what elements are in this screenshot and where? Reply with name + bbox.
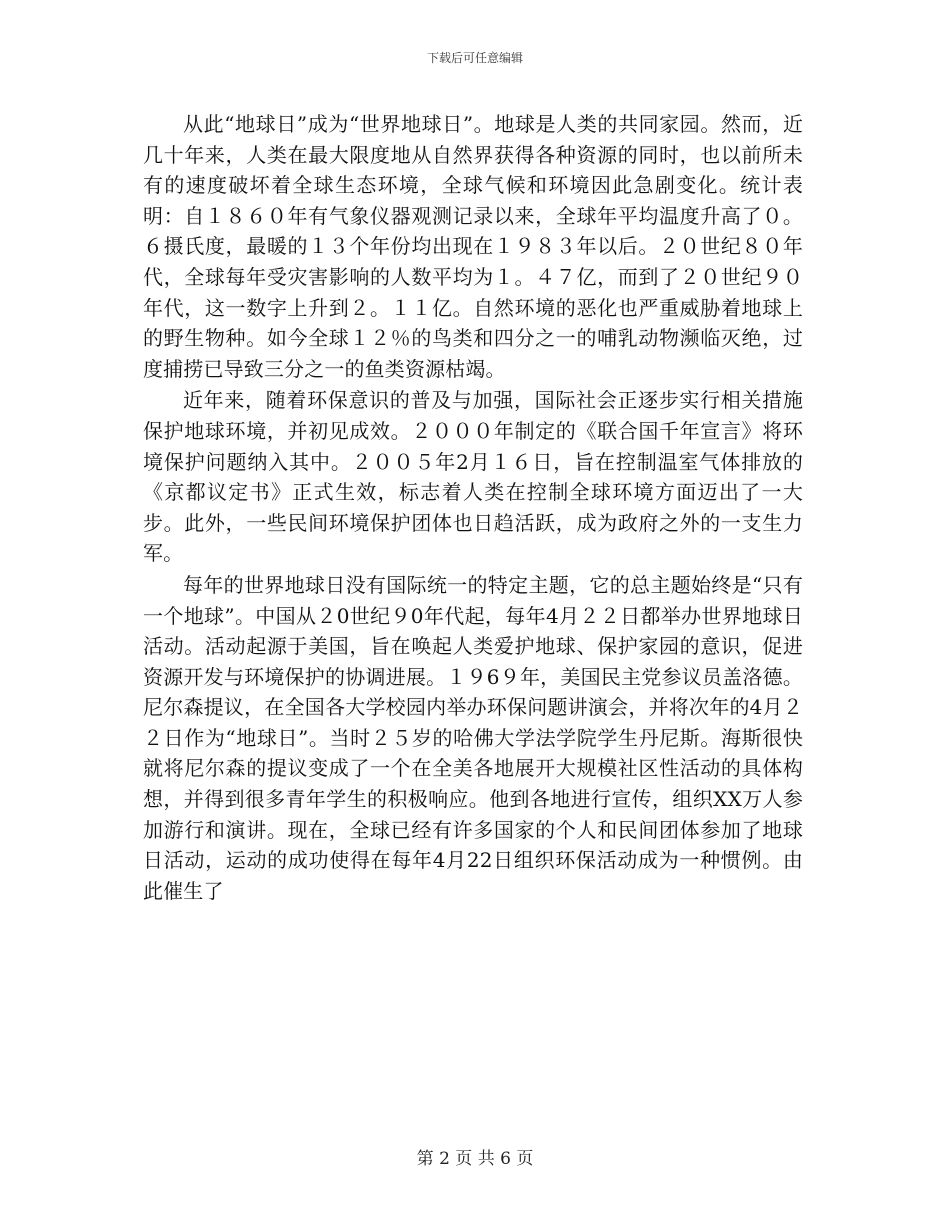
paragraph-2: 近年来，随着环保意识的普及与加强，国际社会正逐步实行相关措施保护地球环境，并初见成效。２０００年制定的《联合国千年宣言》将环境保护问题纳入其中。２００５年2月１６日，旨在控制温室气体排放的《京都议定书》正式生效，标志着人类在控制全球环境方面迈出了一大步。此外，一些民间环境保护团体也日趋活跃，成为政府之外的一支生力军。 xyxy=(143,388,803,566)
page-header: 下载后可任意编辑 xyxy=(426,51,523,65)
paragraph-1: 从此“地球日”成为“世界地球日”。地球是人类的共同家园。然而，近几十年来，人类在最大限度地从自然界获得各种资源的同时，也以前所未有的速度破坏着全球生态环境，全球气候和环境因此急剧变化。统计表明：自１８６０年有气象仪器观测记录以来，全球年平均温度升高了０。６摄氏度，最暖的１３个年份均出现在１９８３年以后。２０世纪８０年代，全球每年受灾害影响的人数平均为１。４７亿，而到了２０世纪９０年代，这一数字上升到２。１１亿。自然环境的恶化也严重威胁着地球上的野生物种。如今全球１２％的鸟类和四分之一的哺乳动物濒临灭绝，过度捕捞已导致三分之一的鱼类资源枯竭。 xyxy=(143,112,803,381)
page-footer: 第 2 页 共 6 页 xyxy=(416,1149,534,1169)
paragraph-3: 每年的世界地球日没有国际统一的特定主题，它的总主题始终是“只有一个地球”。中国从２0世纪９0年代起，每年4月２２日都举办世界地球日活动。活动起源于美国，旨在唤起人类爱护地球、保护家园的意识，促进资源开发与环境保护的协调进展。１９6９年，美国民主党参议员盖洛德。尼尔森提议，在全国各大学校园内举办环保问题讲演会，并将次年的4月２２日作为“地球日”。当时２５岁的哈佛大学法学院学生丹尼斯。海斯很快就将尼尔森的提议变成了一个在全美各地展开大规模社区性活动的具体构想，并得到很多青年学生的积极响应。他到各地进行宣传，组织XX万人参加游行和演讲。现在，全球已经有许多国家的个人和民间团体参加了地球日活动，运动的成功使得在每年4月22日组织环保活动成为一种惯例。由此催生了 xyxy=(143,572,803,903)
document-body xyxy=(143,109,803,907)
